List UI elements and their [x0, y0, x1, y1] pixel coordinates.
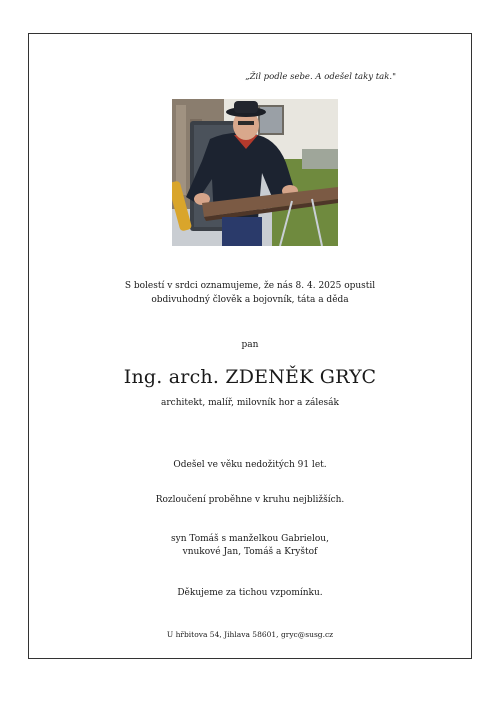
deceased-description: architekt, malíř, milovník hor a zálesák [161, 398, 339, 408]
family-line-2: vnukové Jan, Tomáš a Kryštof [182, 547, 318, 557]
contact-address: U hřbitova 54, Jihlava 58601, gryc@susg.cz [166, 630, 334, 639]
farewell-statement: Rozloučení proběhne v kruhu nejbližších. [155, 495, 345, 505]
announcement-line-1: S bolestí v srdci oznamujeme, že nás 8. 4. 2025 opustil [124, 281, 376, 291]
portrait-photo [172, 99, 338, 246]
family-line-1: syn Tomáš s manželkou Gabrielou, [171, 534, 329, 544]
age-statement: Odešel ve věku nedožitých 91 let. [173, 460, 327, 470]
family-signature [28, 533, 472, 559]
salutation: pan [241, 340, 259, 350]
motto-quote: „Žil podle sebe. A odešel taky tak." [245, 72, 396, 82]
thanks-statement: Děkujeme za tichou vzpomínku. [177, 588, 323, 598]
announcement-text [28, 279, 472, 307]
deceased-name: Ing. arch. ZDENĚK GRYC [123, 366, 377, 388]
announcement-line-2: obdivuhodný člověk a bojovník, táta a děda [151, 295, 349, 305]
